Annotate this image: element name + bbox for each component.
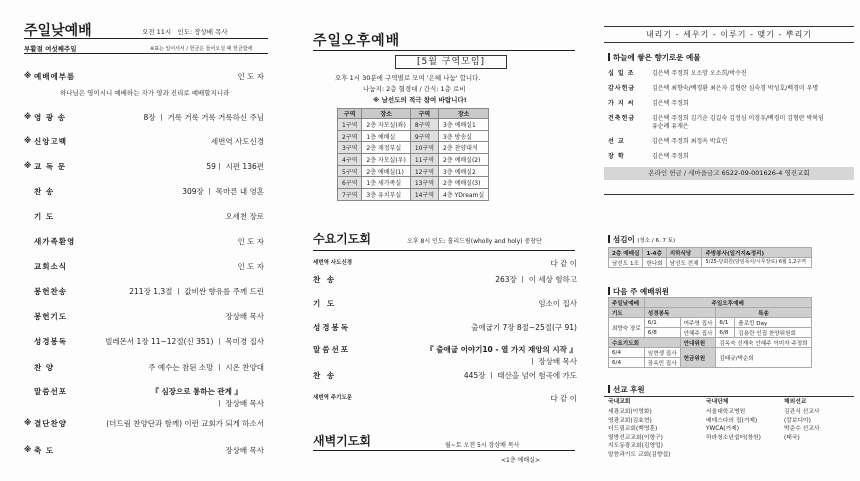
offering-row: 건축헌금 김은택 주정희 김기순 김길숙 김정심 이정우/백경미 김형란 박복임 xyxy=(608,115,824,122)
order-item: 찬 송 309장 ㅣ 목마른 내 영혼 xyxy=(34,187,264,196)
table-row: 1구역 2층 자모실(좌) 8구역 3층 예배실1 xyxy=(338,119,489,131)
mission-head: 국내교회 xyxy=(608,399,631,405)
divider xyxy=(604,194,854,195)
divider xyxy=(313,50,575,51)
table-header: 구역 xyxy=(410,109,438,119)
afternoon-line: 나눔지: 2층 혈경대 / 간식: 1층 로비 xyxy=(363,85,466,93)
table-row: 최향숙 장로 6/1 여주영 집사 6/1 플로킹 Day xyxy=(609,318,812,328)
divider xyxy=(604,396,854,397)
offering-title: 하늘에 쌓은 향기로운 예물 xyxy=(608,52,701,63)
divider xyxy=(24,53,268,54)
mission-head: 해외선교 xyxy=(784,399,807,405)
motto-header: 내리기 - 세우기 - 이루기 - 맺기 - 뿌리기 xyxy=(604,26,854,43)
table-row: 6구역 1층 새가족실 13구역 2층 예배실(3) xyxy=(338,177,489,189)
serve-table: 2층 예배실 1-4층 지하식당 주방봉사(일거지&정리) 남선도 1조 한나회 남선도 전체 5/25-당회원(담임목사/시무장로) 6월 1,2구역 xyxy=(608,247,812,268)
order-item: 봉헌찬송 211장 1,3절 ㅣ 값비싼 향유를 주께 드린 xyxy=(34,287,264,296)
offering-row: 장 학 김은택 주정희 xyxy=(608,153,689,160)
table-row: 남선도 1조 한나회 남선도 전체 5/25-당회원(담임목사/시무장로) 6월 1,2구역 xyxy=(609,258,812,268)
divider xyxy=(313,450,575,451)
order-item: 교회소식 인 도 자 xyxy=(34,262,264,271)
wed-item: ㅣ 장상배 목사 xyxy=(528,357,577,366)
offering-row: 가 지 씨 김은택 주정희 xyxy=(608,100,689,107)
table-row: 6/4 장옥민 집사 xyxy=(609,358,812,368)
mission-list-domestic-org: 서울대학교병원 베데스다의 집(거제) YWCA(거제) 하라청소년쉼터(창원) xyxy=(706,409,761,441)
next-week-table: 주일낮예배 주일오후예배 기도 성경봉독 특송 최향숙 장로 6/1 여주영 집사 6/1 플로킹 Day 6/8 안혜주 집사 6/8 김용란 인집 찬양위원회 수요기도회 안내위원 김옥숙 신재숙 안혜주 이미자 주정희 6/4 임현생 집사 헌금위원 김태규/박순희 6/4 장옥민 집사 xyxy=(608,297,812,368)
order-item: ※ 결단찬양 (더드림 찬양단과 함께) 이런 교회가 되게 하소서 xyxy=(24,418,264,428)
order-item: 말씀선포 『 심장으로 통하는 관계 』 xyxy=(34,387,242,396)
table-row: 6/4 임현생 집사 헌금위원 김태규/박순희 xyxy=(609,348,812,358)
order-item: ㅣ 장상배 목사 xyxy=(215,399,264,408)
offering-row: 십 일 조 김은택 주정희 오소망 오소희/박수진 xyxy=(608,70,747,77)
order-item: ※ 영 광 송 8장 ㅣ 거룩 거룩 거룩 거룩하신 주님 xyxy=(24,112,264,122)
wed-item: 찬 송 263장 ㅣ 이 세상 험하고 xyxy=(313,275,577,284)
dawn-meta: 월~토 오전 5시 장상배 목사 xyxy=(445,442,520,449)
cell-meeting-box: [5월 구역모임] xyxy=(395,55,507,69)
afternoon-line: 오후 1시 30분에 구역별로 모여 '은혜 나눔' 합니다. xyxy=(335,74,481,82)
order-item: 찬 양 주 예수는 참된 소망 ㅣ 시온 찬양대 xyxy=(34,363,264,372)
mission-title: 선교 후원 xyxy=(608,384,645,395)
order-item: 기 도 오세천 장로 xyxy=(34,212,264,221)
wed-item: 새번역 주기도문 다 같 이 xyxy=(313,394,577,403)
order-item: ※ 교 독 문 59ㅣ 시편 136편 xyxy=(24,161,264,171)
order-item: 봉헌기도 장상배 목사 xyxy=(34,312,264,321)
wed-item: 성경봉독 출애굽기 7장 8절~25절(구 91) xyxy=(313,323,577,332)
sunday-time: 오전 11시 인도: 장상배 목사 xyxy=(142,28,228,36)
afternoon-title: 주일오후예배 xyxy=(313,33,401,49)
order-item: ※ 축 도 장상배 목사 xyxy=(24,445,264,455)
divider xyxy=(24,38,268,39)
call-to-worship-verse: 하나님은 영이시니 예배하는 자가 영과 진리로 예배할지니라 xyxy=(60,89,230,97)
table-row: 3구역 2층 재정부실 10구역 2층 찬양대석 xyxy=(338,142,489,154)
wed-item: 찬 송 445장 ㅣ 태산을 넘어 험곡에 가도 xyxy=(313,371,577,380)
table-row: 6/8 안혜주 집사 6/8 김용란 인집 찬양위원회 xyxy=(609,328,812,338)
divider xyxy=(313,250,575,251)
afternoon-line: ※ 남선도의 적극 참여 바랍니다! xyxy=(373,96,467,104)
offering-row: 유순례 유재은 xyxy=(652,123,689,130)
afternoon-wednesday-column xyxy=(295,0,585,481)
wednesday-meta: 오후 8시 인도: 홀리드림(wholly and holy) 중창단 xyxy=(407,238,542,245)
table-row: 2구역 1층 예배실 9구역 3층 방송실 xyxy=(338,130,489,142)
wed-item: 말씀선포 『 출애굽 이야기10 - 열 가지 재앙의 시작 』 xyxy=(313,345,577,354)
offering-row: 감사헌금 김은택 최향숙/백경환 최은자 김형란 심숙경 박성호/백경미 우명 xyxy=(608,85,819,92)
table-row: 5구역 2층 예배실(1) 12구역 3층 예배실2 xyxy=(338,165,489,177)
sunday-service-column xyxy=(0,0,280,481)
mission-list-domestic-church: 세광교회(이영화) 영광교회(김효현) 더드림교회(백영훈) 열방선교교회(이형구) 지도동광교회(김영업) 말씀과기도 교회(김향섭) xyxy=(608,409,671,458)
table-row: 7구역 3층 유치부실 14구역 4층 YDream실 xyxy=(338,189,489,201)
table-header: 구역 xyxy=(338,109,362,119)
wednesday-title: 수요기도회 xyxy=(313,232,371,246)
wed-item: 세번역 사도신경 다 같 이 xyxy=(313,259,577,268)
table-header: 장소 xyxy=(439,109,489,119)
sunday-subtitle: 부활절 여섯째주일 xyxy=(24,45,77,53)
order-item: 성경봉독 빌레몬서 1장 11~12절(신 351) ㅣ 목미경 집사 xyxy=(34,337,264,346)
sunday-note: ※표는 일어서서 / 헌금은 들어오실 때 헌금함에 xyxy=(150,46,253,52)
table-row: 4구역 2층 자모실(우) 11구역 2층 예배실(2) xyxy=(338,154,489,166)
table-header: 장소 xyxy=(362,109,410,119)
cell-group-table xyxy=(337,108,489,201)
order-item: ※ 신앙고백 세번역 사도신경 xyxy=(24,136,264,146)
order-item: 새가족환영 인 도 자 xyxy=(34,237,264,246)
wed-item: 기 도 임소이 집사 xyxy=(313,299,577,308)
mission-head: 국내단체 xyxy=(706,399,729,405)
next-week-title: 다음 주 예배위원 xyxy=(608,286,669,297)
order-item: ※ 예배에부름 인 도 자 xyxy=(24,71,264,81)
online-offering-account: 온라인 헌금 / 새마을금고 6522-09-001626-4 영진교회 xyxy=(604,167,854,180)
offering-row: 선 교 김은택 주정희 최정옥 박효민 xyxy=(608,138,728,145)
info-column xyxy=(598,0,860,481)
dawn-title: 새벽기도회 xyxy=(313,434,371,448)
mission-list-overseas: 김관식 선교사 (칼보디아) 박준수 선교사 (태국) xyxy=(784,409,820,441)
sunday-title: 주일낮예배 xyxy=(24,23,92,39)
dawn-location: <1층 예배실> xyxy=(501,457,540,464)
serve-title: 섬김이 (청소 / 6. 7 토) xyxy=(608,234,675,245)
